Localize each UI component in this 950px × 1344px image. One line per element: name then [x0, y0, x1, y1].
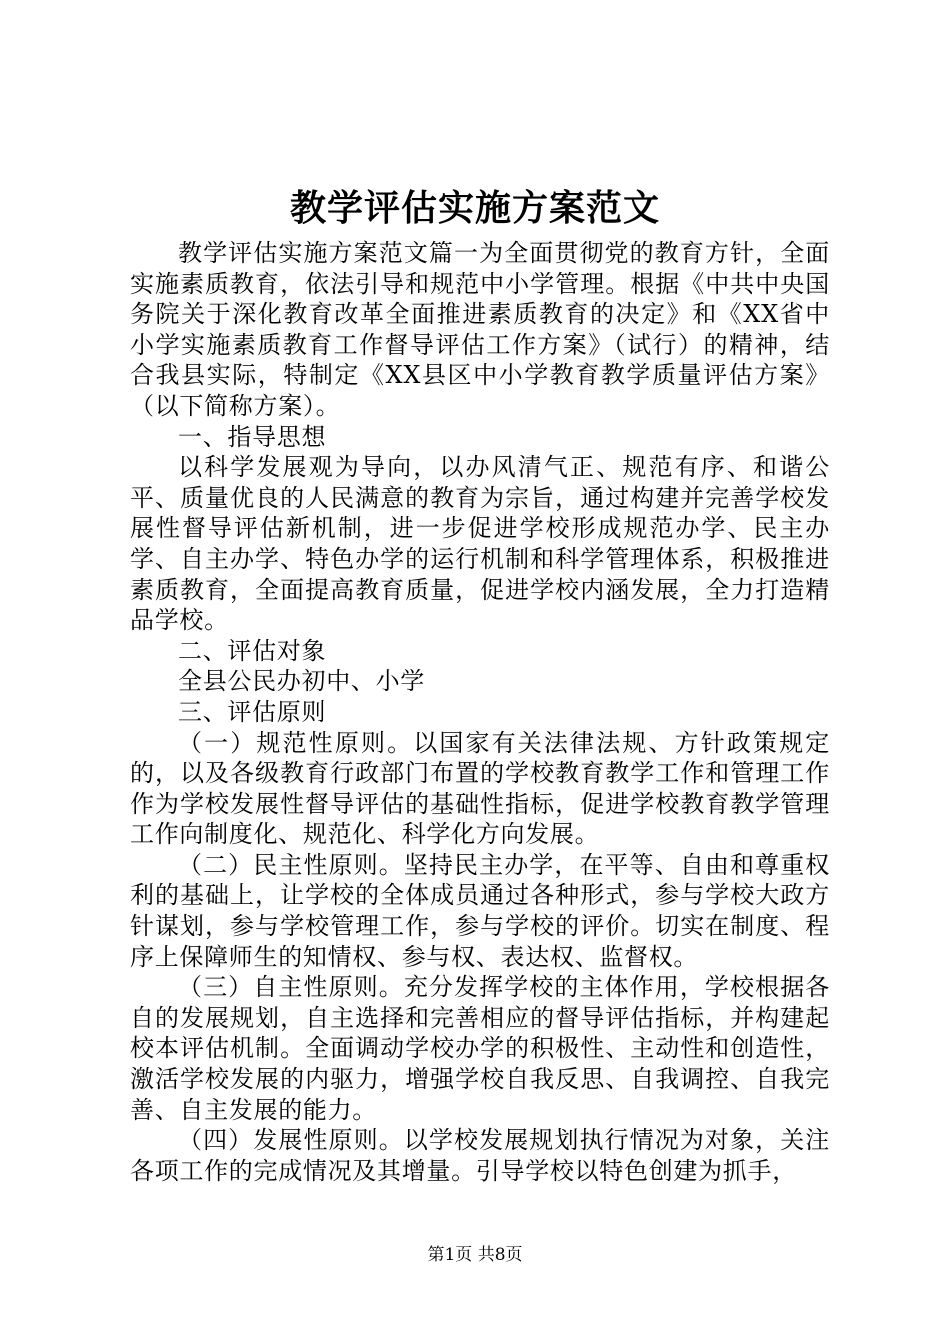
paragraph-evaluation-object: 全县公民办初中、小学 — [178, 667, 425, 696]
paragraph-principle-normative: （一）规范性原则。以国家有关法律法规、方针政策规定的，以及各级教育行政部门布置的学校教育教学工作和管理工作作为学校发展性督导评估的基础性指标，促进学校教育教学管理工作向制度化、规范化、科学化方向发展。 — [130, 728, 830, 849]
heading-evaluation-object: 二、评估对象 — [178, 636, 327, 665]
paragraph-guiding-ideology: 以科学发展观为导向，以办风清气正、规范有序、和谐公平、质量优良的人民满意的教育为宗旨，通过构建并完善学校发展性督导评估新机制，进一步促进学校形成规范办学、民主办学、自主办学、特色办学的运行机制和科学管理体系，积极推进素质教育，全面提高教育质量，促进学校内涵发展，全力打造精品学校。 — [130, 453, 830, 635]
paragraph-principle-democratic: （二）民主性原则。坚持民主办学，在平等、自由和尊重权利的基础上，让学校的全体成员通过各种形式，参与学校大政方针谋划，参与学校管理工作，参与学校的评价。切实在制度、程序上保障师生的知情权、参与权、表达权、监督权。 — [130, 850, 830, 971]
page-number-footer: 第1页 共8页 — [427, 1245, 523, 1265]
paragraph-principle-developmental: （四）发展性原则。以学校发展规划执行情况为对象，关注各项工作的完成情况及其增量。引导学校以特色创建为抓手， — [130, 1126, 830, 1185]
document-body — [130, 238, 830, 1186]
heading-evaluation-principles: 三、评估原则 — [178, 697, 327, 726]
document-title: 教学评估实施方案范文 — [289, 187, 660, 229]
paragraph-principle-autonomous: （三）自主性原则。充分发挥学校的主体作用，学校根据各自的发展规划，自主选择和完善相应的督导评估指标，并构建起校本评估机制。全面调动学校办学的积极性、主动性和创造性，激活学校发展的内驱力，增强学校自我反思、自我调控、自我完善、自主发展的能力。 — [130, 973, 830, 1124]
paragraph-intro: 教学评估实施方案范文篇一为全面贯彻党的教育方针，全面实施素质教育，依法引导和规范中小学管理。根据《中共中央国务院关于深化教育改革全面推进素质教育的决定》和《XX省中小学实施素质教育工作督导评估工作方案》（试行）的精神，结合我县实际，特制定《XX县区中小学教育教学质量评估方案》（以下简称方案）。 — [130, 239, 830, 420]
heading-guiding-ideology: 一、指导思想 — [178, 422, 327, 451]
